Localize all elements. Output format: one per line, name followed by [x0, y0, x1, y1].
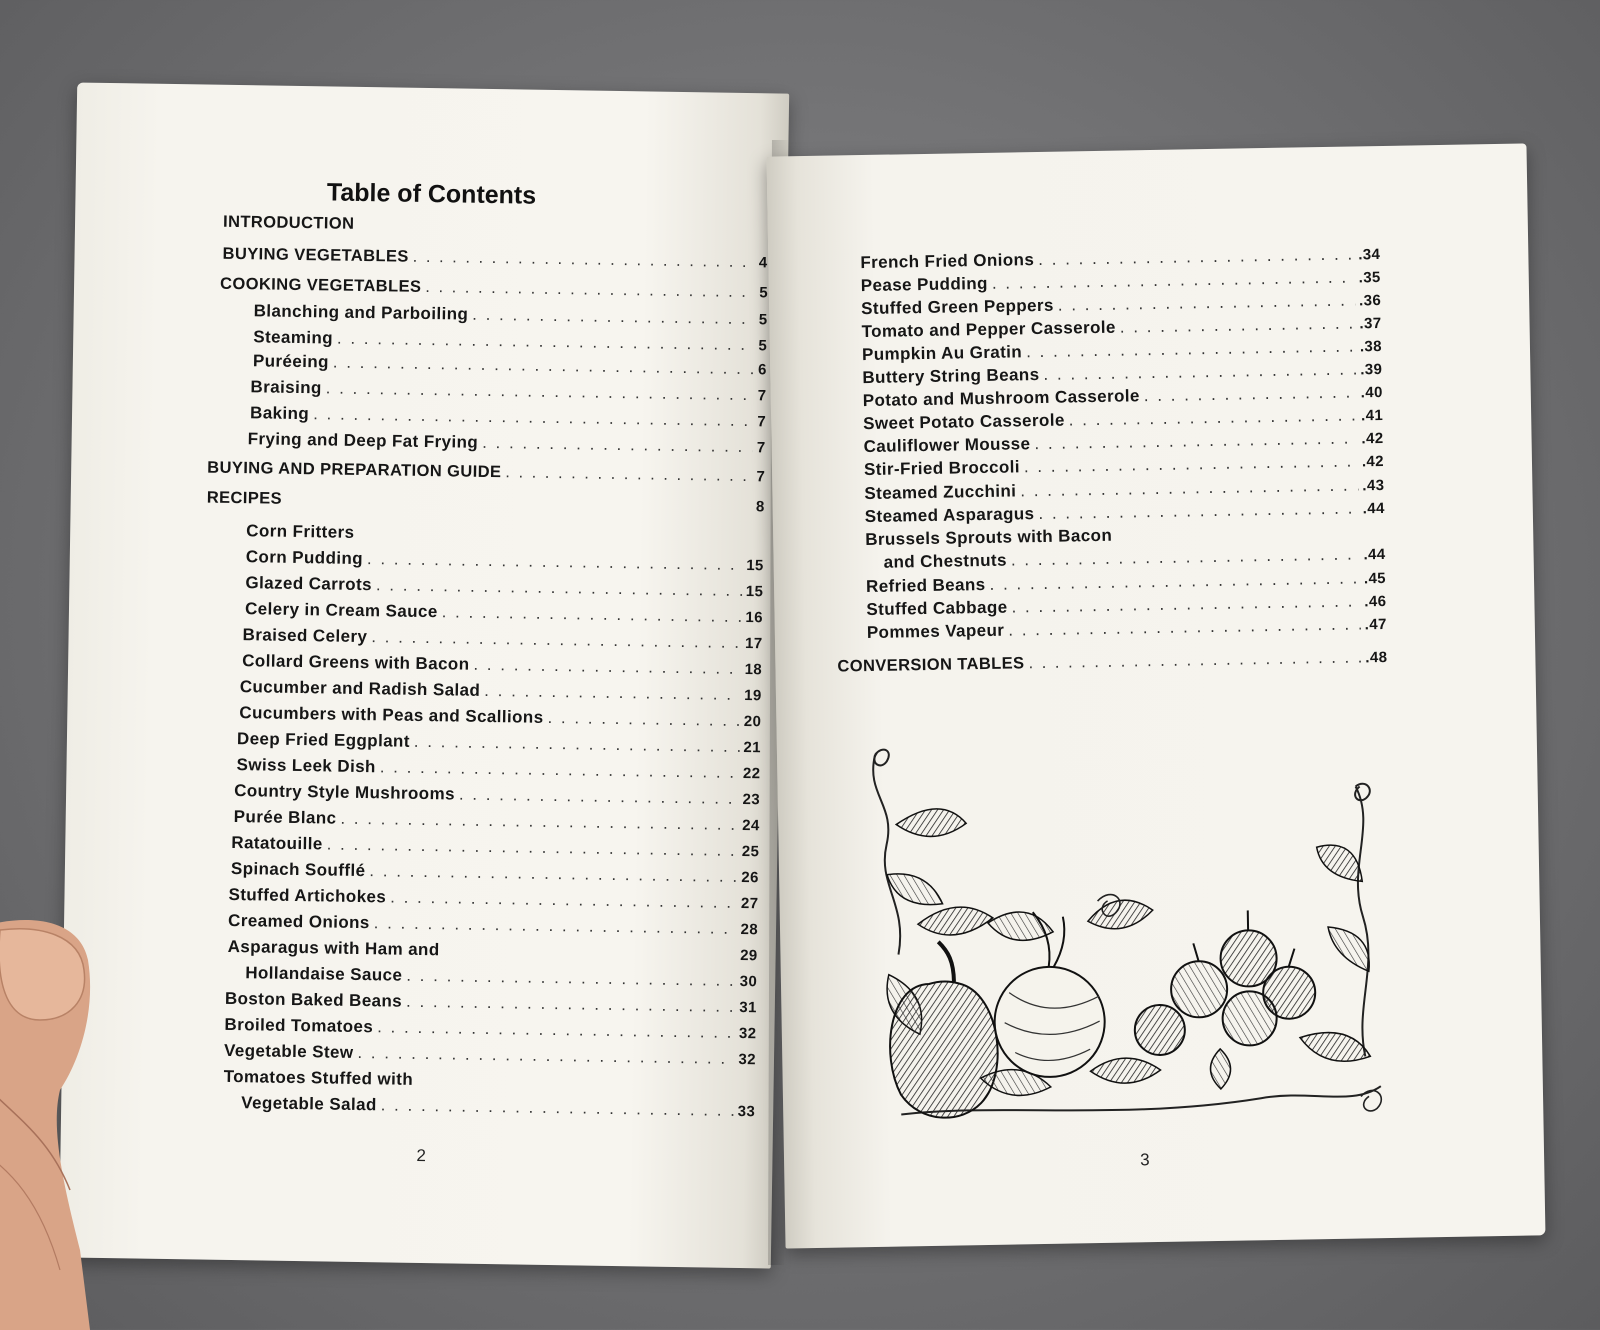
left-toc-entry-label: Braised Celery — [242, 625, 368, 647]
left-toc-entry-label: Cucumber and Radish Salad — [239, 677, 481, 700]
left-page — [59, 82, 789, 1268]
left-toc-entry-page: 7 — [757, 413, 767, 431]
left-toc-entry-page: 22 — [742, 765, 761, 783]
toc-title: Table of Contents — [326, 178, 537, 210]
left-toc-entry-label: Asparagus with Ham and — [227, 936, 440, 960]
leader-dots — [484, 681, 740, 705]
leader-dots — [358, 229, 764, 235]
leader-dots — [1144, 382, 1357, 406]
leader-dots — [547, 708, 740, 731]
left-toc-entry-page: 28 — [740, 921, 759, 939]
left-toc-entry-label: Braising — [250, 377, 322, 398]
leader-dots — [369, 861, 737, 887]
leader-dots — [380, 757, 740, 783]
left-toc-entry-label: COOKING VEGETABLES — [219, 274, 422, 296]
right-toc-entry-page: .48 — [1365, 648, 1388, 667]
left-toc-entry — [228, 885, 758, 913]
leader-dots — [442, 602, 742, 627]
left-toc-entry-page: 16 — [745, 609, 764, 627]
right-toc-entry-label: Pommes Vapeur — [866, 620, 1005, 643]
left-toc-entry — [250, 377, 766, 405]
leader-dots — [358, 538, 760, 544]
left-toc-entry-label: Creamed Onions — [227, 910, 370, 933]
leader-dots — [1038, 244, 1354, 270]
right-toc-entry-label: Cauliflower Mousse — [863, 434, 1031, 457]
leader-dots — [989, 568, 1360, 594]
left-toc-entry — [254, 301, 768, 329]
left-toc-entry-page: 8 — [755, 498, 765, 516]
right-toc-entry-page: .42 — [1361, 452, 1385, 471]
left-toc-entry-page: 5 — [758, 337, 768, 355]
left-toc-entry-page: 18 — [744, 661, 763, 679]
left-toc-entry-label: Country Style Mushrooms — [234, 781, 456, 804]
left-toc-entry-label: BUYING VEGETABLES — [222, 244, 409, 266]
leader-dots — [1034, 428, 1357, 454]
left-toc-entry — [207, 459, 765, 487]
right-toc-entry-page: .37 — [1359, 315, 1382, 333]
left-toc-entry — [240, 677, 762, 705]
left-toc-entry-label: INTRODUCTION — [222, 212, 355, 233]
leader-dots — [444, 955, 737, 960]
leader-dots — [286, 504, 752, 511]
right-toc-entry-page: .44 — [1362, 499, 1385, 518]
left-toc-entry — [228, 937, 758, 965]
leader-dots — [417, 1085, 752, 1090]
right-toc-entry-label: Stuffed Cabbage — [866, 597, 1008, 620]
left-toc-entry — [222, 245, 767, 273]
left-toc-entry-page: 32 — [738, 1050, 757, 1069]
leader-dots — [1020, 475, 1358, 501]
leader-dots — [1116, 536, 1381, 541]
page-number-right: 3 — [1139, 1150, 1150, 1170]
right-toc-entry-label: Steamed Zucchini — [864, 481, 1017, 504]
left-toc-entry — [236, 755, 760, 783]
leader-dots — [340, 809, 738, 835]
right-toc-entry-page: .47 — [1364, 615, 1387, 634]
right-toc-entry-page: .38 — [1359, 338, 1383, 356]
left-toc-entry — [224, 1041, 756, 1069]
left-toc-entry-label: Hollandaise Sauce — [245, 963, 403, 985]
leader-dots — [337, 329, 755, 356]
left-toc-entry-label: Puréeing — [252, 351, 330, 372]
left-toc-entry-page: 33 — [737, 1102, 756, 1121]
left-toc-entry-page: 25 — [741, 843, 760, 861]
left-toc-entry-page: 20 — [743, 713, 762, 731]
left-toc-entry-label: Broiled Tomatoes — [224, 1014, 374, 1037]
left-toc-entry-page: 15 — [745, 583, 764, 601]
left-toc-entry-page: 24 — [742, 817, 760, 835]
left-toc-entry-page: 30 — [739, 972, 758, 991]
right-toc-entry-label: Refried Beans — [865, 574, 986, 597]
left-toc-entry — [224, 1015, 756, 1043]
leader-dots — [472, 305, 755, 329]
leader-dots — [1058, 290, 1356, 315]
leader-dots — [367, 549, 743, 575]
left-toc-entry-page: 26 — [741, 869, 759, 887]
left-toc-entry-label: Cucumbers with Peas and Scallions — [239, 703, 544, 727]
left-toc-entry-label: RECIPES — [206, 488, 283, 508]
left-toc-entry-page: 7 — [757, 387, 767, 405]
left-toc-entry — [234, 781, 760, 809]
right-toc-entry-page: .44 — [1363, 545, 1386, 564]
left-toc-entry-page: 23 — [742, 791, 761, 809]
left-toc-entry-page: 17 — [744, 635, 763, 653]
right-page — [767, 143, 1546, 1248]
left-toc-entry-page: 5 — [758, 311, 768, 329]
left-toc-entry — [234, 807, 760, 835]
right-toc-entry-label: Sweet Potato Casserole — [863, 410, 1065, 434]
leader-dots — [376, 575, 742, 601]
leader-dots — [1024, 451, 1358, 477]
right-toc-entry — [837, 648, 1387, 677]
leader-dots — [414, 732, 740, 757]
leader-dots — [371, 627, 741, 653]
left-toc-entry — [239, 703, 761, 731]
leader-dots — [390, 887, 737, 912]
right-toc-entry-page: .43 — [1362, 476, 1385, 495]
leader-dots — [1026, 336, 1356, 362]
leader-dots — [473, 655, 741, 679]
left-toc-entry — [245, 573, 763, 601]
left-toc-entry-label: Celery in Cream Sauce — [244, 599, 438, 622]
right-toc-entry-page: .34 — [1358, 246, 1381, 264]
left-toc-entry-label: Corn Fritters — [246, 521, 355, 542]
right-toc-entry-page: .39 — [1360, 361, 1383, 379]
page-number-left: 2 — [416, 1145, 427, 1166]
right-toc-entry-page: .36 — [1358, 292, 1382, 310]
left-toc-entry — [253, 327, 767, 355]
right-toc-entry-label: Brussels Sprouts with Bacon — [865, 525, 1113, 550]
right-toc-entry-label: Potato and Mushroom Casserole — [862, 386, 1140, 411]
leader-dots — [357, 1043, 734, 1069]
left-toc-entry — [248, 429, 766, 457]
left-toc-entry-page: 31 — [739, 998, 757, 1017]
right-toc-entry-page: .46 — [1364, 592, 1387, 611]
left-toc-entry-label: Swiss Leek Dish — [236, 755, 376, 777]
left-toc-entry-page: 7 — [756, 439, 766, 457]
left-toc-entry — [241, 1093, 755, 1121]
leader-dots — [406, 966, 736, 991]
right-toc-entry-label: French Fried Onions — [860, 250, 1035, 273]
leader-dots — [1011, 544, 1360, 570]
left-toc-entry-page: 29 — [740, 947, 758, 965]
right-toc-entry-label: Tomato and Pepper Casserole — [861, 317, 1116, 342]
left-toc-entry — [224, 1067, 756, 1095]
left-toc-entry-label: Boston Baked Beans — [224, 988, 403, 1011]
leader-dots — [425, 278, 755, 302]
left-toc-list — [59, 82, 789, 1268]
left-toc-entry-page: 6 — [757, 361, 767, 379]
leader-dots — [505, 463, 752, 486]
right-toc-entry-page: .35 — [1358, 269, 1381, 287]
leader-dots — [374, 913, 737, 939]
left-toc-entry-page: 5 — [759, 284, 769, 302]
left-toc-entry-label: Deep Fried Eggplant — [236, 729, 411, 751]
left-toc-entry-label: Glazed Carrots — [245, 573, 373, 595]
left-toc-entry-label: Baking — [249, 403, 310, 424]
right-toc-entry-label: Pease Pudding — [860, 273, 989, 296]
left-toc-entry-page: 21 — [743, 739, 762, 757]
leader-dots — [326, 834, 737, 860]
leader-dots — [1120, 313, 1356, 337]
left-toc-entry-label: Frying and Deep Fat Frying — [247, 429, 479, 452]
right-toc-entry-label: Stuffed Green Peppers — [861, 295, 1054, 319]
left-toc-entry — [228, 911, 758, 939]
right-toc-entry-page: .45 — [1363, 569, 1387, 588]
vegetable-vine-illustration — [855, 726, 1402, 1155]
left-toc-entry-label: Spinach Soufflé — [230, 858, 366, 881]
left-toc-entry-label: Stuffed Artichokes — [228, 884, 387, 907]
left-toc-entry — [245, 599, 763, 627]
left-toc-entry-page: 4 — [758, 254, 768, 272]
right-toc-entry-page: .41 — [1360, 406, 1384, 425]
left-toc-entry — [231, 859, 759, 887]
left-toc-entry — [242, 625, 762, 653]
leader-dots — [406, 992, 736, 1017]
leader-dots — [1069, 405, 1358, 430]
left-toc-entry — [223, 213, 768, 241]
left-toc-entry — [237, 729, 761, 757]
left-toc-entry-label: Steaming — [253, 327, 334, 348]
leader-dots — [1011, 591, 1360, 617]
leader-dots — [326, 378, 754, 405]
leader-dots — [482, 433, 753, 457]
leader-dots — [377, 1017, 735, 1043]
left-toc-entry — [250, 403, 766, 431]
left-toc-entry-label: Collard Greens with Bacon — [242, 651, 470, 674]
right-toc-entry-label: CONVERSION TABLES — [837, 654, 1025, 676]
leader-dots — [992, 267, 1355, 293]
left-toc-entry-label: Vegetable Salad — [241, 1093, 377, 1115]
leader-dots — [459, 785, 739, 809]
left-toc-entry-label: Vegetable Stew — [223, 1040, 354, 1062]
left-toc-entry — [253, 351, 767, 379]
right-toc-entry-label: Buttery String Beans — [862, 364, 1040, 388]
left-toc-entry — [246, 521, 764, 549]
hand-thumb — [0, 890, 120, 1330]
left-toc-entry — [231, 833, 759, 861]
left-toc-entry-label: Blanching and Parboiling — [253, 301, 469, 324]
left-toc-entry-label: BUYING AND PREPARATION GUIDE — [207, 458, 502, 482]
left-toc-entry — [245, 963, 757, 991]
left-toc-entry-label: Tomatoes Stuffed with — [223, 1066, 414, 1089]
left-toc-entry-page: 15 — [746, 557, 764, 575]
right-toc-entry-page: .42 — [1361, 429, 1384, 448]
leader-dots — [413, 248, 755, 272]
left-toc-entry-page: 27 — [740, 895, 759, 913]
leader-dots — [333, 353, 755, 380]
left-toc-entry-label: Corn Pudding — [245, 547, 364, 569]
leader-dots — [1043, 359, 1356, 384]
leader-dots — [1028, 648, 1361, 673]
right-toc-entry-page: .40 — [1360, 383, 1383, 402]
leader-dots — [381, 1095, 734, 1121]
left-toc-entry — [225, 989, 757, 1017]
leader-dots — [313, 404, 753, 431]
left-toc-entry — [220, 275, 768, 303]
right-toc-entry-label: and Chestnuts — [883, 550, 1008, 572]
left-toc-entry-page: 7 — [756, 468, 766, 486]
left-toc-entry-page: 19 — [744, 687, 762, 705]
left-toc-entry-label: Ratatouille — [231, 832, 323, 854]
left-toc-entry — [246, 547, 764, 575]
left-toc-entry-label: Purée Blanc — [233, 807, 337, 828]
left-toc-entry — [207, 489, 765, 517]
left-toc-entry-page: 32 — [738, 1024, 757, 1043]
right-toc-entry-label: Steamed Asparagus — [864, 504, 1035, 527]
leader-dots — [1038, 498, 1359, 524]
right-toc-entry-label: Stir-Fried Broccoli — [863, 457, 1021, 480]
left-toc-entry — [242, 651, 762, 679]
leader-dots — [1008, 614, 1361, 640]
right-toc-entry-label: Pumpkin Au Gratin — [861, 342, 1023, 365]
